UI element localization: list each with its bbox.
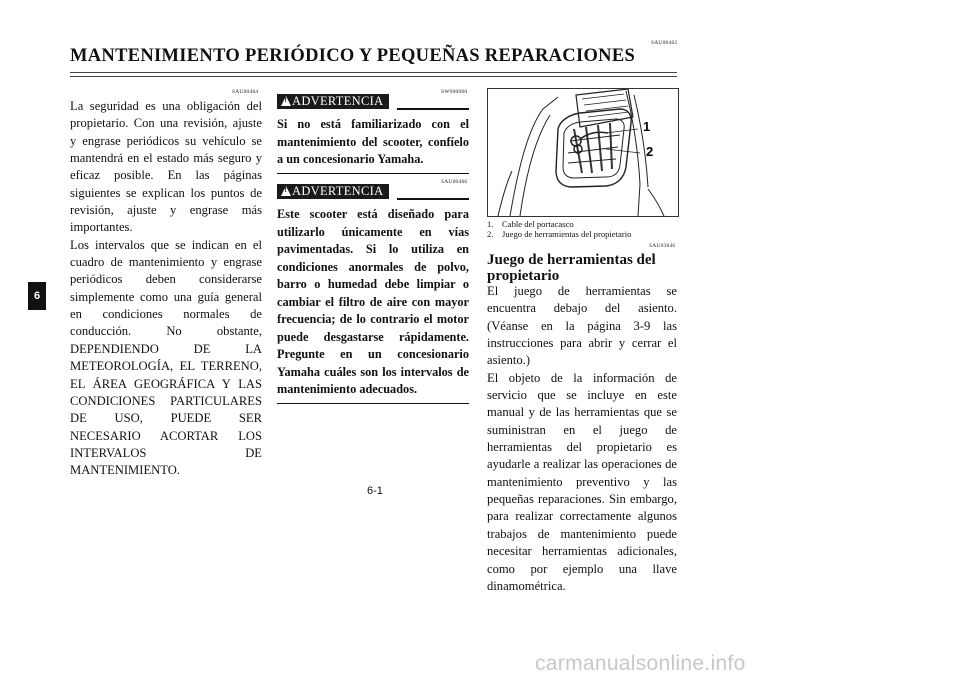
toolkit-illustration <box>488 89 678 216</box>
section-text <box>487 283 677 595</box>
warning-box-2 <box>277 184 469 404</box>
warning-text: Este scooter está diseñado para utilizarlo únicamente en vías pavimentadas. Si lo utiliza en condiciones anormales de polvo, barro o humedad debe limpiar o cambiar el filtro de aire con mayor frecuencia; de lo contrario el motor puede desgastarse rápidamente. Pregunte en un concesionario Yamaha cuáles son los intervalos de mantenimiento adecuados. <box>277 207 469 396</box>
header-code: SAU00462 <box>651 40 678 46</box>
page-title: MANTENIMIENTO PERIÓDICO Y PEQUEÑAS REPARACIONES <box>70 46 636 66</box>
warning-header <box>277 94 469 110</box>
section-paragraph: El juego de herramientas se encuentra debajo del asiento. (Véanse en la página 3-9 las instrucciones para abrir y cerrar el asiento.) <box>487 284 677 368</box>
warning-bottom-rule <box>277 173 469 174</box>
watermark: carmanualsonline.info <box>535 652 746 675</box>
callout-1: 1 <box>643 119 651 134</box>
intro-paragraph: La seguridad es una obligación del propietario. Con una revisión, ajuste y engrase periódicos su vehículo se mantendrá en el estado más seguro y eficaz posible. En las páginas siguientes se explican los puntos de revisión, ajuste y engrase más importantes. <box>70 99 262 235</box>
caption-item: 1. Cable del portacasco <box>487 219 574 229</box>
intro-paragraph: Los intervalos que se indican en el cuadro de mantenimiento y engrase periódicos deben considerarse simplemente como una guía general en condiciones normales de conducción. No obstante, DEPENDIENDO DE LA METEOROLOGÍA, EL TERRENO, EL ÁREA GEOGRÁFICA Y LAS CONDICIONES PARTICULARES DE USO, PUEDE SER NECESARIO ACORTAR LOS INTERVALOS DE MANTENIMIENTO. <box>70 237 262 478</box>
section-heading: Juego de herramientas del propietario <box>487 252 656 284</box>
warning-header-line <box>397 198 469 200</box>
figure-captions <box>487 220 631 239</box>
callout-2: 2 <box>646 144 654 159</box>
warning1-code: SW000060 <box>441 89 468 95</box>
title-rule-bottom <box>70 76 677 77</box>
page-number: 6-1 <box>367 485 383 497</box>
caption-item: 2. Juego de herramientas del propietario <box>487 228 632 239</box>
toolkit-figure <box>487 88 679 217</box>
warning-label-text: ADVERTENCIA <box>292 94 384 108</box>
column1-code: SAU00464 <box>232 89 259 95</box>
title-rule-top <box>70 72 677 73</box>
warning-header-line <box>397 108 469 110</box>
warning-box-1 <box>277 94 469 174</box>
warning-bottom-rule <box>277 403 469 404</box>
warning-label <box>277 184 389 199</box>
warning-text: Si no está familiarizado con el mantenimiento del scooter, confíelo a un concesionario Yamaha. <box>277 117 469 166</box>
warning-triangle-icon <box>281 186 291 196</box>
section-paragraph: El objeto de la información de servicio que se incluye en este manual y de las herramientas que se suministran en el juego de herramientas del propietario es ayudarle a realizar las operaciones de mantenimiento preventivo y las pequeñas reparaciones. Sin embargo, para realizar correctamente algunos trabajos de mantenimiento puede necesitar herramientas adicionales, como por ejemplo una llave dinamométrica. <box>487 370 677 593</box>
warning-header <box>277 184 469 200</box>
section-code: SAU03846 <box>649 243 676 249</box>
intro-text <box>70 98 262 480</box>
warning-label-text: ADVERTENCIA <box>292 184 384 198</box>
warning-triangle-icon <box>281 96 291 106</box>
warning2-code: SAU00466 <box>441 179 468 185</box>
chapter-tab[interactable]: 6 <box>28 282 46 310</box>
warning-label <box>277 94 389 109</box>
